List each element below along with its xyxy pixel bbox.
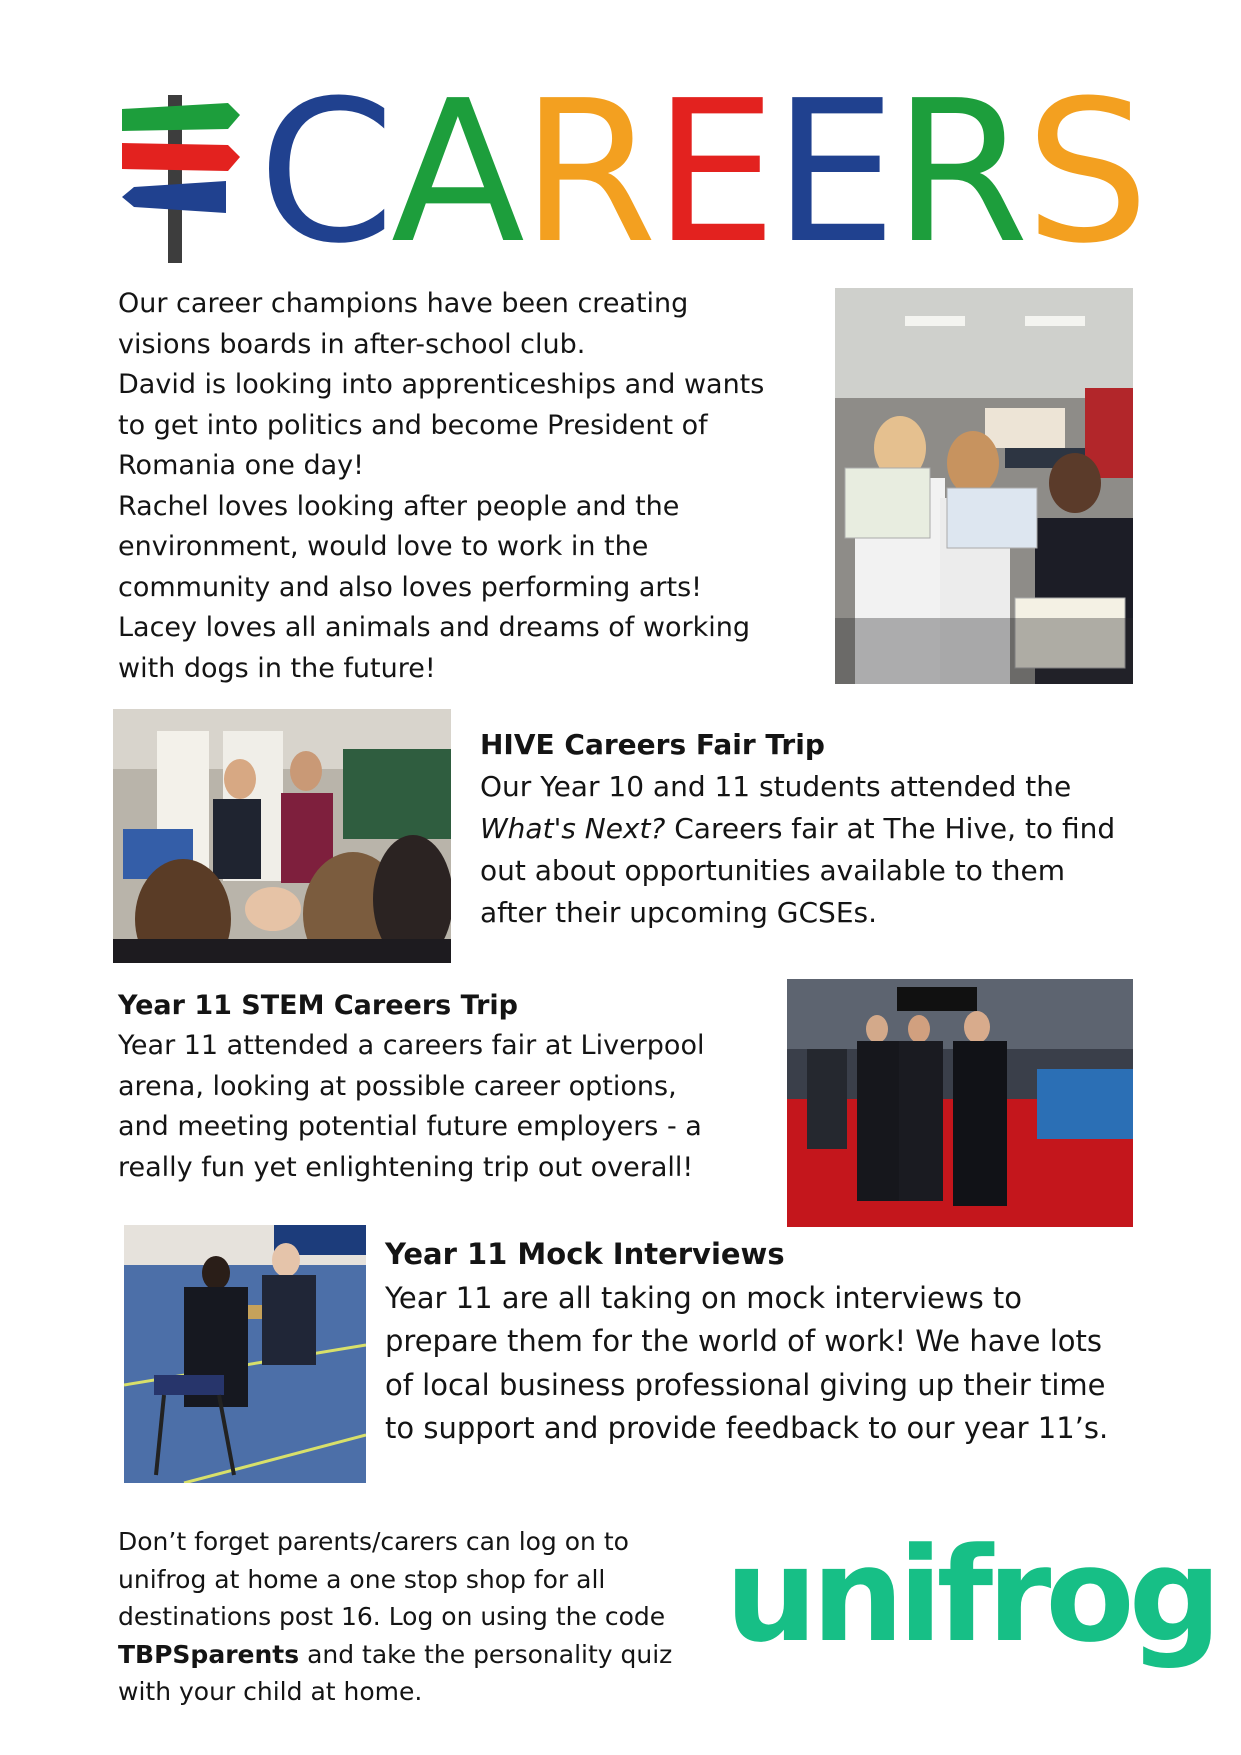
careers-title — [258, 59, 1146, 287]
mock-line: prepare them for the world of work! We have lots — [385, 1324, 1102, 1358]
title-letter: S — [1025, 59, 1146, 287]
intro-line: visions boards in after-school club. — [118, 328, 586, 360]
note-line — [118, 1636, 738, 1674]
note-line: unifrog at home a one stop shop for all — [118, 1564, 606, 1594]
hive-section — [480, 724, 1160, 934]
stem-line: and meeting potential future employers - a — [118, 1111, 702, 1142]
mock-heading: Year 11 Mock Interviews — [385, 1237, 785, 1271]
intro-line: Our career champions have been creating — [118, 288, 689, 319]
note-line: destinations post 16. Log on using the code — [118, 1602, 666, 1631]
title-letter: E — [653, 59, 773, 287]
stem-line: arena, looking at possible career options, — [118, 1070, 677, 1102]
stem-arena-photo — [787, 979, 1133, 1227]
stem-section — [118, 986, 798, 1188]
intro-line: Romania one day! — [118, 450, 364, 481]
title-letter: A — [390, 59, 521, 287]
hive-line — [480, 808, 1160, 850]
stem-heading: Year 11 STEM Careers Trip — [118, 990, 518, 1021]
intro-line: environment, would love to work in the — [118, 531, 649, 562]
note-line: Don’t forget parents/carers can log on to — [118, 1527, 629, 1556]
hive-fair-photo — [113, 709, 451, 963]
note-line-rest: and take the personality quiz — [299, 1639, 673, 1669]
note-line: with your child at home. — [118, 1677, 423, 1706]
title-letter: R — [520, 59, 654, 287]
stem-line: really fun yet enlightening trip out overall! — [118, 1151, 694, 1183]
unifrog-note — [118, 1523, 738, 1711]
intro-paragraph — [118, 284, 818, 689]
intro-line: with dogs in the future! — [118, 652, 436, 684]
intro-line: to get into politics and become President of — [118, 409, 708, 441]
hive-line: out about opportunities available to them — [480, 854, 1066, 887]
vision-boards-photo — [835, 288, 1133, 684]
mock-line: of local business professional giving up their time — [385, 1367, 1106, 1402]
title-letter: C — [258, 59, 391, 287]
hive-line: Our Year 10 and 11 students attended the — [480, 770, 1072, 803]
intro-line: community and also loves performing arts! — [118, 571, 702, 603]
intro-line: Lacey loves all animals and dreams of working — [118, 612, 750, 643]
mock-interview-photo — [124, 1225, 366, 1483]
hive-line: after their upcoming GCSEs. — [480, 896, 878, 929]
signpost-icon — [118, 95, 248, 265]
access-code: TBPSparents — [118, 1639, 300, 1669]
hive-heading: HIVE Careers Fair Trip — [480, 728, 825, 761]
stem-line: Year 11 attended a careers fair at Liverpool — [118, 1030, 705, 1061]
hive-line-rest: Careers fair at The Hive, to find — [665, 812, 1116, 845]
mock-line: Year 11 are all taking on mock interviews to — [385, 1280, 1023, 1315]
mock-section — [385, 1233, 1165, 1451]
unifrog-logo: unifrog — [725, 1519, 1216, 1671]
mock-line: to support and provide feedback to our year 11’s. — [385, 1411, 1109, 1445]
title-letter: R — [892, 59, 1026, 287]
title-letter: E — [772, 59, 893, 287]
event-name: What's Next? — [480, 812, 666, 845]
intro-line: David is looking into apprenticeships and wants — [118, 369, 765, 400]
intro-line: Rachel loves looking after people and the — [118, 490, 680, 522]
